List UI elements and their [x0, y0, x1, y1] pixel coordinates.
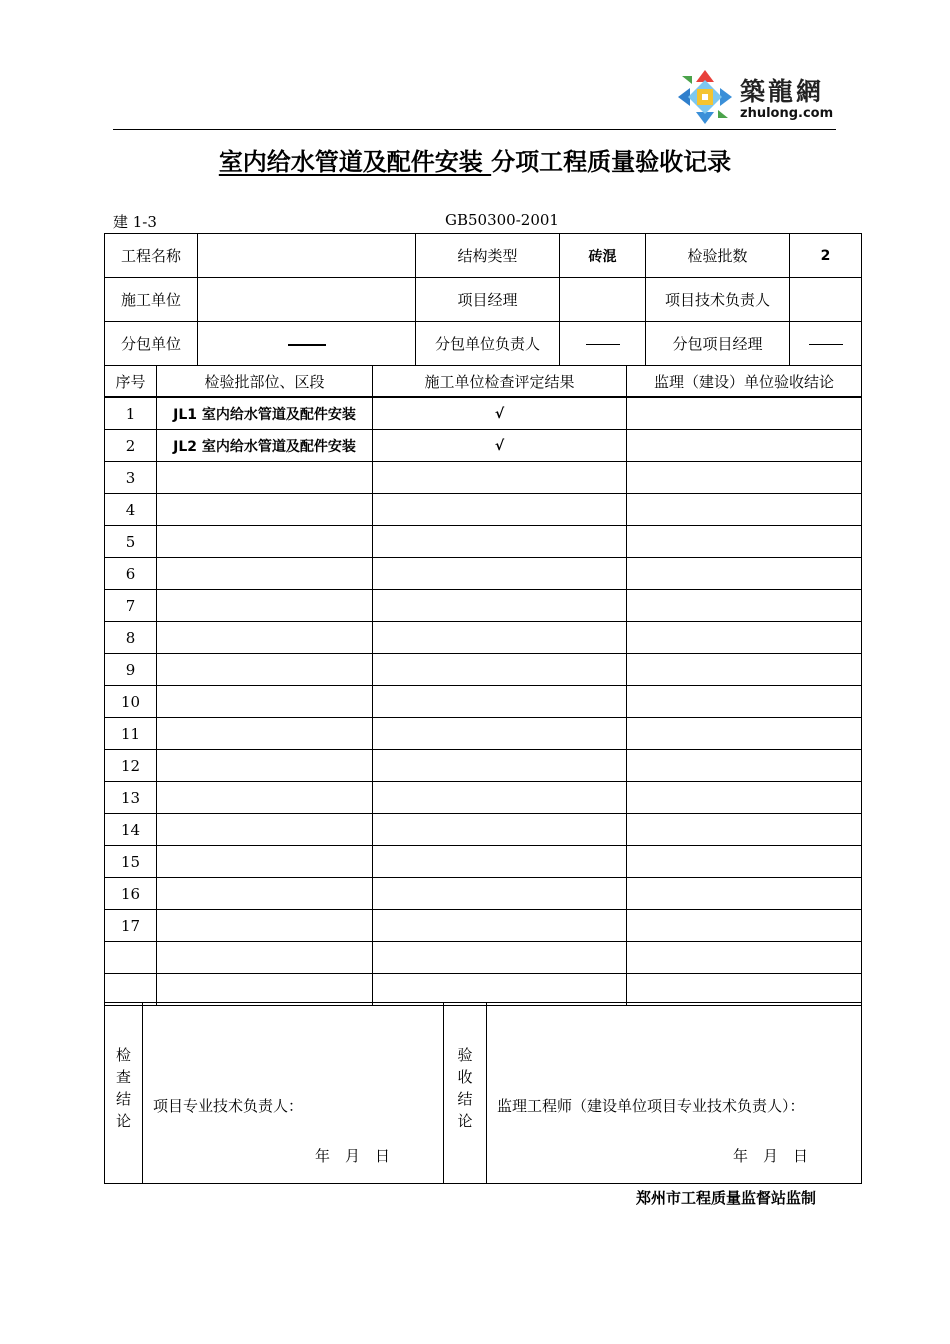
row-number: 2	[105, 430, 157, 462]
batch-count-field[interactable]: 2	[790, 234, 862, 278]
row-number: 8	[105, 622, 157, 654]
row-location[interactable]	[157, 590, 373, 622]
project-name-field[interactable]	[198, 234, 416, 278]
row-location[interactable]	[157, 942, 373, 974]
row-number: 9	[105, 654, 157, 686]
row-supervisor-result[interactable]	[627, 846, 862, 878]
structure-type-field[interactable]: 砖混	[560, 234, 646, 278]
table-row	[105, 910, 862, 942]
table-row	[105, 430, 862, 462]
row-location[interactable]	[157, 846, 373, 878]
row-location[interactable]	[157, 686, 373, 718]
row-contractor-result[interactable]: √	[373, 397, 627, 430]
check-conclusion-label: 检查结论	[105, 1003, 143, 1184]
row-supervisor-result[interactable]	[627, 782, 862, 814]
row-number: 1	[105, 397, 157, 430]
contractor-label: 施工单位	[105, 278, 198, 322]
row-contractor-result[interactable]	[373, 718, 627, 750]
inspection-batch-table	[104, 365, 862, 1006]
page-title	[0, 142, 950, 177]
row-supervisor-result[interactable]	[627, 590, 862, 622]
row-location[interactable]	[157, 718, 373, 750]
accept-date: 年 月 日	[732, 1147, 809, 1165]
check-date: 年 月 日	[314, 1147, 391, 1165]
standard-code: GB50300-2001	[445, 211, 559, 229]
project-name-label: 工程名称	[105, 234, 198, 278]
zhulong-logo-icon	[676, 68, 734, 126]
row-number: 13	[105, 782, 157, 814]
title-suffix: 分项工程质量验收记录	[491, 148, 732, 176]
contractor-field[interactable]	[198, 278, 416, 322]
row-number: 12	[105, 750, 157, 782]
row-location[interactable]	[157, 526, 373, 558]
row-number: 14	[105, 814, 157, 846]
table-row	[105, 654, 862, 686]
row-number	[105, 942, 157, 974]
row-contractor-result[interactable]	[373, 942, 627, 974]
row-supervisor-result[interactable]	[627, 397, 862, 430]
accept-conclusion-field[interactable]	[487, 1003, 862, 1184]
row-number: 11	[105, 718, 157, 750]
row-number: 5	[105, 526, 157, 558]
row-supervisor-result[interactable]	[627, 494, 862, 526]
row-contractor-result[interactable]	[373, 878, 627, 910]
row-supervisor-result[interactable]	[627, 878, 862, 910]
row-supervisor-result[interactable]	[627, 974, 862, 1006]
row-number: 10	[105, 686, 157, 718]
table-row	[105, 878, 862, 910]
table-row	[105, 942, 862, 974]
row-supervisor-result[interactable]	[627, 462, 862, 494]
row-supervisor-result[interactable]	[627, 942, 862, 974]
table-row	[105, 718, 862, 750]
table-row	[105, 526, 862, 558]
row-location[interactable]	[157, 878, 373, 910]
row-number: 3	[105, 462, 157, 494]
row-contractor-result[interactable]	[373, 750, 627, 782]
table-row	[105, 397, 862, 430]
sub-project-manager-field[interactable]	[790, 322, 862, 366]
row-location[interactable]: JL2 室内给水管道及配件安装	[157, 430, 373, 462]
column-header-no: 序号	[105, 366, 157, 398]
blank-dash	[288, 344, 326, 346]
row-contractor-result[interactable]	[373, 686, 627, 718]
row-location[interactable]	[157, 782, 373, 814]
row-supervisor-result[interactable]	[627, 526, 862, 558]
sub-project-manager-label: 分包项目经理	[646, 322, 790, 366]
row-supervisor-result[interactable]	[627, 718, 862, 750]
row-contractor-result[interactable]	[373, 910, 627, 942]
row-location[interactable]	[157, 494, 373, 526]
row-number: 6	[105, 558, 157, 590]
row-location[interactable]	[157, 814, 373, 846]
row-contractor-result[interactable]	[373, 974, 627, 1006]
row-number: 7	[105, 590, 157, 622]
row-number	[105, 974, 157, 1006]
zhulong-logo	[676, 66, 846, 128]
table-row	[105, 462, 862, 494]
table-row	[105, 686, 862, 718]
row-location[interactable]: JL1 室内给水管道及配件安装	[157, 397, 373, 430]
row-location[interactable]	[157, 910, 373, 942]
logo-english-text: zhulong.com	[740, 106, 834, 121]
table-row	[105, 782, 862, 814]
row-location[interactable]	[157, 750, 373, 782]
subcontractor-lead-label: 分包单位负责人	[416, 322, 560, 366]
row-supervisor-result[interactable]	[627, 910, 862, 942]
check-signer-label: 项目专业技术负责人：	[153, 1097, 304, 1115]
row-contractor-result[interactable]	[373, 590, 627, 622]
row-number: 16	[105, 878, 157, 910]
row-contractor-result[interactable]	[373, 654, 627, 686]
table-row	[105, 622, 862, 654]
row-contractor-result[interactable]	[373, 526, 627, 558]
row-supervisor-result[interactable]	[627, 686, 862, 718]
row-supervisor-result[interactable]	[627, 654, 862, 686]
blank-dash	[809, 344, 843, 345]
column-header-location: 检验批部位、区段	[157, 366, 373, 398]
project-manager-label: 项目经理	[416, 278, 560, 322]
table-row	[105, 590, 862, 622]
tech-lead-field[interactable]	[790, 278, 862, 322]
row-contractor-result[interactable]: √	[373, 430, 627, 462]
row-location[interactable]	[157, 558, 373, 590]
table-row	[105, 846, 862, 878]
row-contractor-result[interactable]	[373, 494, 627, 526]
row-contractor-result[interactable]	[373, 782, 627, 814]
row-location[interactable]	[157, 654, 373, 686]
header-rule	[113, 129, 836, 130]
table-row	[105, 558, 862, 590]
column-header-contractor-result: 施工单位检查评定结果	[373, 366, 627, 398]
row-supervisor-result[interactable]	[627, 622, 862, 654]
row-number: 15	[105, 846, 157, 878]
row-location[interactable]	[157, 974, 373, 1006]
row-location[interactable]	[157, 462, 373, 494]
row-supervisor-result[interactable]	[627, 814, 862, 846]
subcontractor-label: 分包单位	[105, 322, 198, 366]
check-conclusion-field[interactable]	[143, 1003, 444, 1184]
row-supervisor-result[interactable]	[627, 750, 862, 782]
row-contractor-result[interactable]	[373, 846, 627, 878]
title-item-name: 室内给水管道及配件安装	[218, 148, 492, 176]
row-number: 17	[105, 910, 157, 942]
table-row	[105, 750, 862, 782]
table-row	[105, 494, 862, 526]
issuer-footer: 郑州市工程质量监督站监制	[636, 1189, 817, 1207]
row-contractor-result[interactable]	[373, 462, 627, 494]
subcontractor-field[interactable]	[198, 322, 416, 366]
blank-dash	[586, 344, 620, 345]
accept-conclusion-label: 验收结论	[444, 1003, 487, 1184]
table-row	[105, 814, 862, 846]
logo-chinese-text: 築龍網	[740, 77, 825, 106]
row-contractor-result[interactable]	[373, 814, 627, 846]
table-row	[105, 974, 862, 1006]
project-manager-field[interactable]	[560, 278, 646, 322]
form-code: 建 1-3	[113, 213, 157, 231]
row-supervisor-result[interactable]	[627, 558, 862, 590]
accept-signer-label: 监理工程师（建设单位项目专业技术负责人）：	[497, 1097, 805, 1115]
row-contractor-result[interactable]	[373, 558, 627, 590]
project-info-table	[104, 233, 862, 366]
structure-type-label: 结构类型	[416, 234, 560, 278]
row-contractor-result[interactable]	[373, 622, 627, 654]
column-header-supervisor-result: 监理（建设）单位验收结论	[627, 366, 862, 398]
row-supervisor-result[interactable]	[627, 430, 862, 462]
row-number: 4	[105, 494, 157, 526]
batch-count-label: 检验批数	[646, 234, 790, 278]
tech-lead-label: 项目技术负责人	[646, 278, 790, 322]
subcontractor-lead-field[interactable]	[560, 322, 646, 366]
conclusion-table	[104, 1002, 862, 1184]
row-location[interactable]	[157, 622, 373, 654]
